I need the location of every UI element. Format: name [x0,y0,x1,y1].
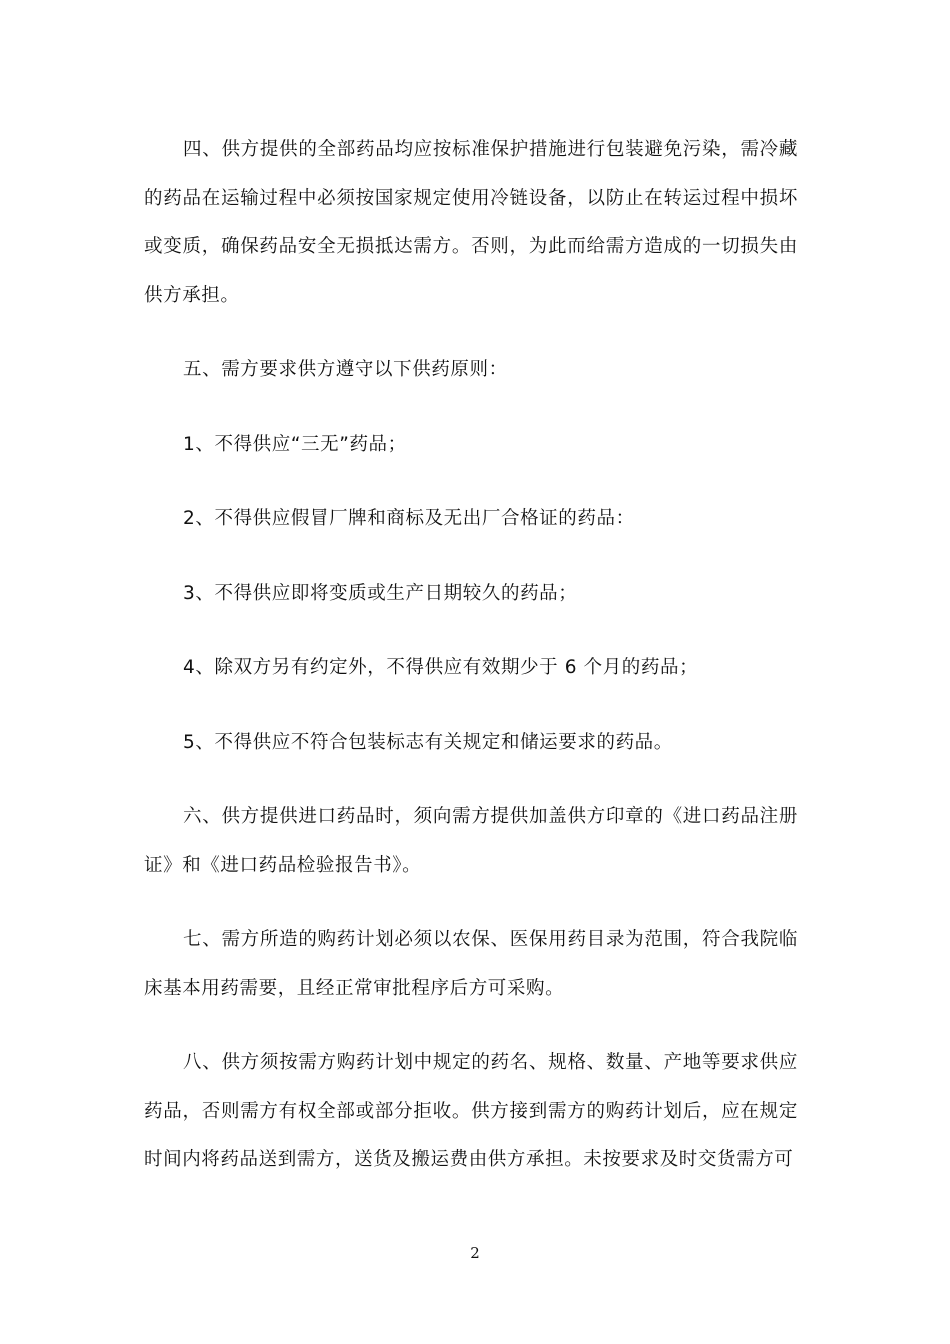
clause-eight: 八、供方须按需方购药计划中规定的药名、规格、数量、产地等要求供应药品，否则需方有权全部或部分拒收。供方接到需方的购药计划后，应在规定时间内将药品送到需方，送货及搬运费由供方承担。未按要求及时交货需方可 [144,1052,798,1170]
clause-five-item-4: 4、除双方另有约定外，不得供应有效期少于 6 个月的药品； [183,657,699,678]
page-number: 2 [470,1244,480,1262]
clause-four: 四、供方提供的全部药品均应按标准保护措施进行包装避免污染，需冷藏的药品在运输过程中必须按国家规定使用冷链设备，以防止在转运过程中损坏或变质，确保药品安全无损抵达需方。否则，为此而给需方造成的一切损失由供方承担。 [144,139,798,306]
document-page [144,126,798,1211]
clause-five-item-2: 2、不得供应假冒厂牌和商标及无出厂合格证的药品： [183,508,635,529]
clause-five-item-3: 3、不得供应即将变质或生产日期较久的药品； [183,582,578,604]
clause-seven: 七、需方所造的购药计划必须以农保、医保用药目录为范围，符合我院临床基本用药需要，且经正常审批程序后方可采购。 [144,929,798,999]
clause-six: 六、供方提供进口药品时，须向需方提供加盖供方印章的《进口药品注册证》和《进口药品检验报告书》。 [144,806,798,876]
clause-five-item-5: 5、不得供应不符合包装标志有关规定和储运要求的药品。 [183,731,673,753]
clause-five-heading: 五、需方要求供方遵守以下供药原则： [183,359,508,380]
clause-five-item-1: 1、不得供应“三无”药品； [183,433,407,455]
